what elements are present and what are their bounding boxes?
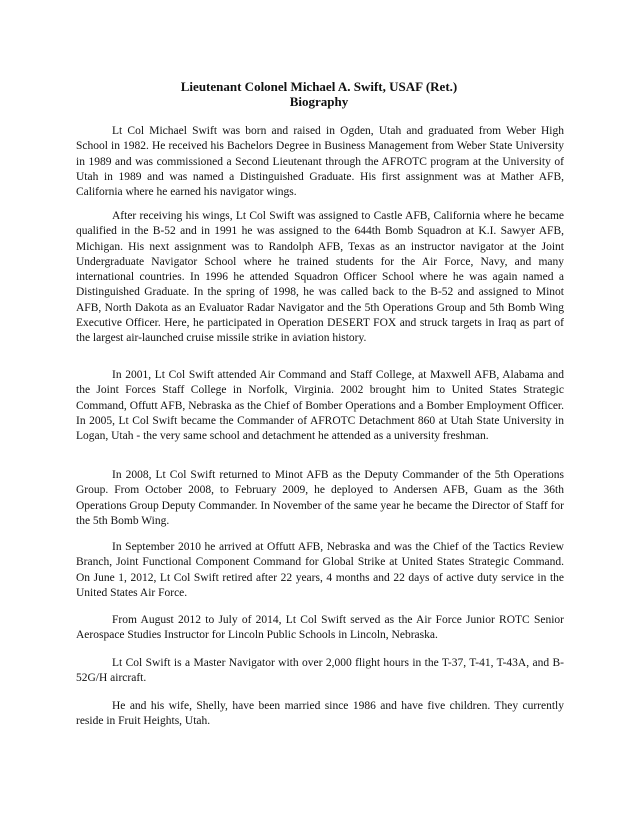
paragraph-family: He and his wife, Shelly, have been married since 1986 and have five children. They currently reside in Fruit Heights, Utah.	[76, 700, 564, 728]
paragraph-minot-return: In 2008, Lt Col Swift returned to Minot AFB as the Deputy Commander of the 5th Operations Group. From October 2008, to February 2009, he deployed to Andersen AFB, Guam as the 36th Operations Group Deputy Commander. In November of the same year he became the Director of Staff for the 5th Bomb Wing.	[76, 469, 564, 527]
document-subtitle: Biography	[289, 94, 349, 109]
paragraph-offutt-retirement: In September 2010 he arrived at Offutt AFB, Nebraska and was the Chief of the Tactics Review Branch, Joint Functional Component Command for Global Strike at United States Strategic Command. On June 1, 2012, Lt Col Swift retired after 22 years, 4 months and 22 days of active duty service in the United States Air Force.	[76, 541, 564, 599]
paragraph-b52-career: After receiving his wings, Lt Col Swift was assigned to Castle AFB, California where he became qualified in the B-52 and in 1991 he was assigned to the 644th Bomb Squadron at K.I. Sawyer AFB, Michigan. His next assignment was to Randolph AFB, Texas as an instructor navigator at the Joint Undergraduate Navigator School where he trained students for the Air Force, Navy, and many international countries. In 1996 he attended Squadron Officer School where he was again named a Distinguished Graduate. In the spring of 1998, he was called back to the B-52 and assigned to Minot AFB, North Dakota as an Evaluator Radar Navigator and the 5th Operations Group and 5th Bomb Wing Executive Officer. Here, he participated in Operation DESERT FOX and struck targets in Iraq as part of the largest air-launched cruise missile strike in aviation history.	[76, 210, 564, 345]
paragraph-early-life: Lt Col Michael Swift was born and raised in Ogden, Utah and graduated from Weber High School in 1982. He received his Bachelors Degree in Business Management from Weber State University in 1989 and was commissioned a Second Lieutenant through the AFROTC program at the University of Utah in 1989 and was named a Distinguished Graduate. His first assignment was at Mather AFB, California where he earned his navigator wings.	[76, 125, 564, 199]
paragraph-staff-college: In 2001, Lt Col Swift attended Air Command and Staff College, at Maxwell AFB, Alabama and the Joint Forces Staff College in Norfolk, Virginia. 2002 brought him to United States Strategic Command, Offutt AFB, Nebraska as the Chief of Bomber Operations and a Bomber Employment Officer. In 2005, Lt Col Swift became the Commander of AFROTC Detachment 860 at Utah State University in Logan, Utah - the very same school and detachment he attended as a university freshman.	[76, 369, 564, 443]
paragraph-flight-hours: Lt Col Swift is a Master Navigator with over 2,000 flight hours in the T-37, T-41, T-43A, and B-52G/H aircraft.	[76, 657, 564, 685]
document-title: Lieutenant Colonel Michael A. Swift, USAF (Ret.)	[180, 79, 458, 94]
paragraph-jrotc: From August 2012 to July of 2014, Lt Col Swift served as the Air Force Junior ROTC Senior Aerospace Studies Instructor for Lincoln Public Schools in Lincoln, Nebraska.	[76, 614, 564, 642]
